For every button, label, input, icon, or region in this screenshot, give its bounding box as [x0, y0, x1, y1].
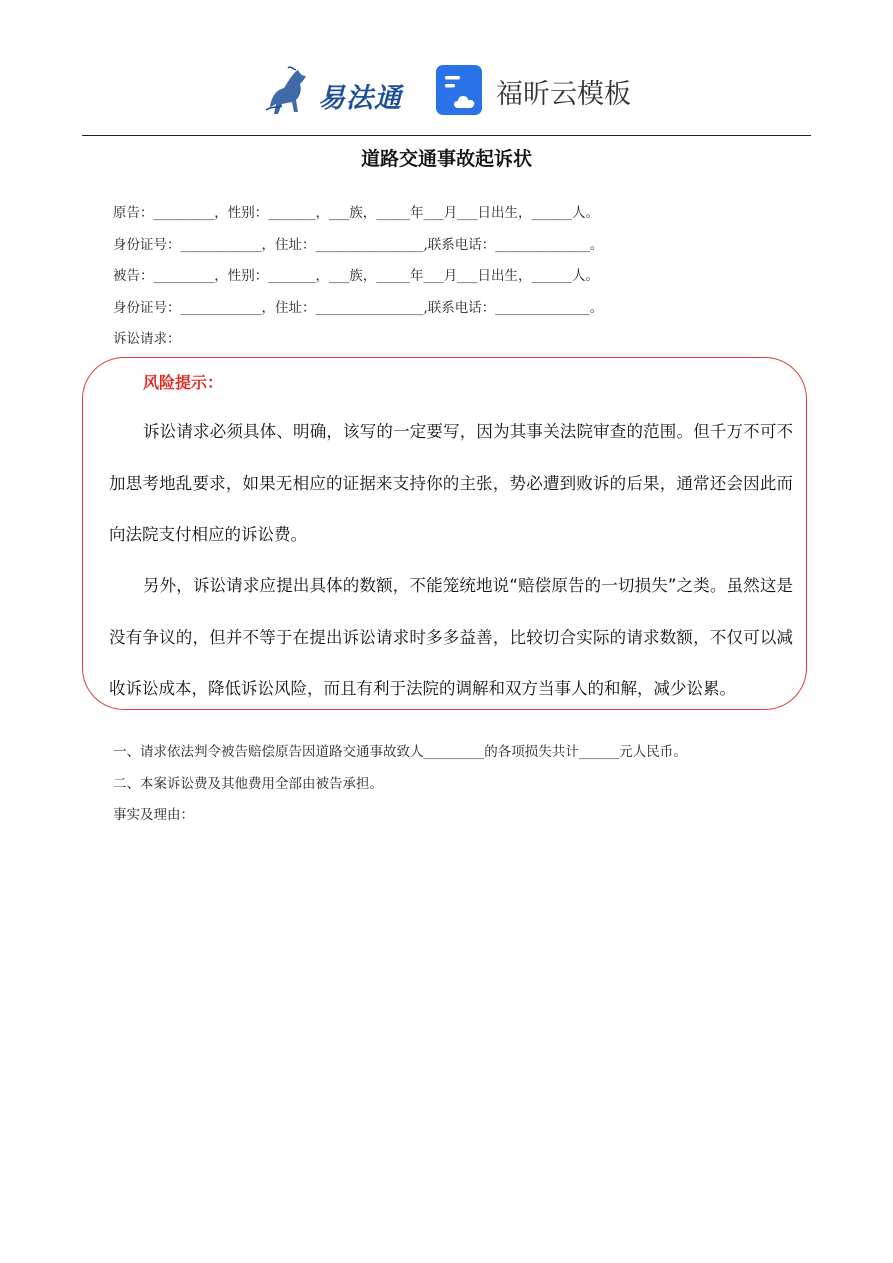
logo1-text: 易法通: [318, 83, 402, 114]
claims-label: 诉讼请求：: [113, 331, 181, 347]
risk-paragraph-2: 另外，诉讼请求应提出具体的数额，不能笼统地说“赔偿原告的一切损失”之类。虽然这是没有争议的，但并不等于在提出诉讼请求时多多益善，比较切合实际的请求数额，不仅可以减收诉讼成本，降低诉讼风险，而且有利于法院的调解和双方当事人的和解，减少讼累。: [109, 576, 793, 698]
plaintiff-id-line: 身份证号：____________，住址：________________,联系电话：______________。: [113, 237, 604, 253]
claim-2: 二、本案诉讼费及其他费用全部由被告承担。: [113, 776, 383, 792]
yifatong-logo: [262, 62, 412, 118]
foxit-cloud-icon: [436, 65, 486, 117]
plaintiff-line: 原告：_________，性别：_______，___族，_____年___月___日出生，______人。: [113, 205, 599, 221]
defendant-id-line: 身份证号：____________，住址：________________,联系电话：______________。: [113, 300, 604, 316]
header-divider: [82, 135, 811, 136]
risk-notice-box: [82, 357, 807, 710]
risk-paragraph-1: 诉讼请求必须具体、明确，该写的一定要写，因为其事关法院审查的范围。但千万不可不加思考地乱要求，如果无相应的证据来支持你的主张，势必遭到败诉的后果，通常还会因此而向法院支付相应的诉讼费。: [109, 422, 793, 544]
document-title: 道路交通事故起诉状: [360, 148, 532, 170]
page-header: [0, 60, 893, 124]
risk-notice-title: 风险提示：: [143, 373, 224, 392]
claim-1: 一、请求依法判令被告赔偿原告因道路交通事故致人_________的各项损失共计______元人民币。: [113, 744, 687, 760]
facts-label: 事实及理由：: [113, 807, 194, 823]
horse-icon: [262, 62, 318, 118]
defendant-line: 被告：_________，性别：_______，___族，_____年___月___日出生，______人。: [113, 268, 599, 284]
logo2-text: 福昕云模板: [496, 79, 631, 110]
